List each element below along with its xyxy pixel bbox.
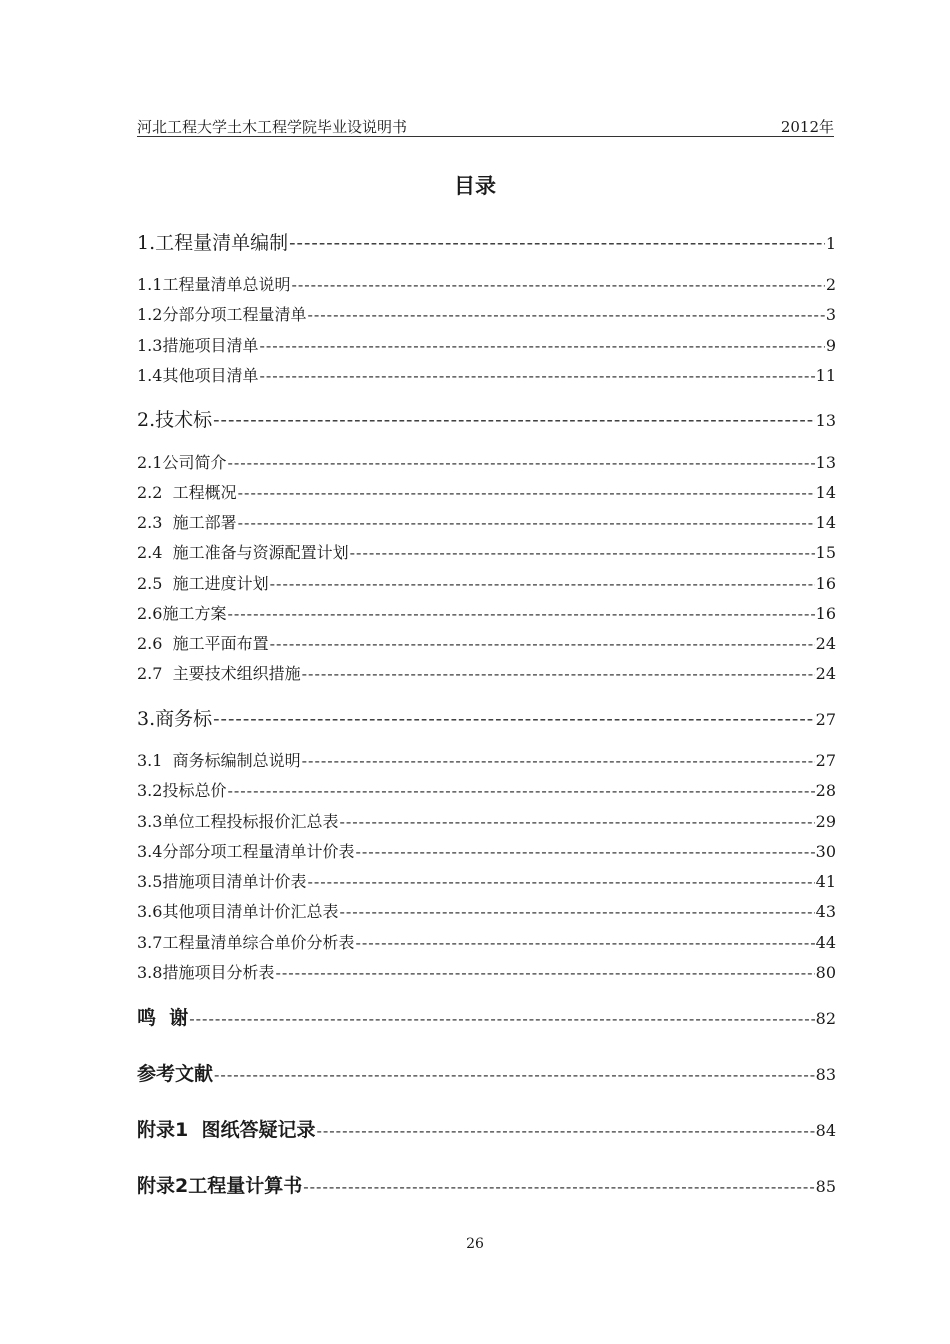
toc-entry-label: 2.5 施工进度计划: [137, 574, 269, 593]
dot-leader: [189, 1009, 814, 1028]
dot-leader: [303, 1177, 814, 1196]
dot-leader: [259, 366, 814, 385]
toc-entry-page: 85: [815, 1177, 836, 1196]
toc-entry-page: 83: [815, 1065, 836, 1084]
dot-leader: [350, 543, 815, 562]
toc-entry-page: 15: [815, 543, 836, 562]
toc-entry[interactable]: [137, 778, 836, 801]
toc-entry-label: 1.4其他项目清单: [137, 366, 259, 385]
toc-entry-page: 2: [825, 275, 836, 294]
header-title: 河北工程大学土木工程学院毕业设说明书: [137, 118, 408, 136]
toc-entry[interactable]: [137, 571, 836, 594]
toc-entry[interactable]: [137, 450, 836, 473]
toc-entry-label: 2.3 施工部署: [137, 513, 237, 532]
toc-entry[interactable]: [137, 601, 836, 624]
toc-entry-page: 27: [815, 710, 836, 729]
dot-leader: [307, 305, 824, 324]
toc-entry[interactable]: [137, 1003, 836, 1030]
toc-entry-page: 27: [815, 751, 836, 770]
toc-entry-page: 14: [815, 483, 836, 502]
toc-entry[interactable]: [137, 631, 836, 654]
toc-entry-label: 1.工程量清单编制: [137, 232, 289, 254]
toc-entry-page: 41: [815, 872, 836, 891]
dot-leader: [307, 872, 814, 891]
dot-leader: [339, 812, 814, 831]
header-year: 2012年: [780, 118, 834, 136]
toc-entry[interactable]: [137, 748, 836, 771]
toc-entry[interactable]: [137, 1115, 836, 1142]
dot-leader: [289, 232, 825, 254]
toc-entry-label: 1.1工程量清单总说明: [137, 275, 291, 294]
toc-entry-page: 24: [815, 664, 836, 683]
toc-entry-label: 3.商务标: [137, 708, 213, 730]
toc-entry-label: 1.3措施项目清单: [137, 336, 259, 355]
toc-entry[interactable]: [137, 480, 836, 503]
dot-leader: [355, 933, 814, 952]
toc-entry-label: 2.6 施工平面布置: [137, 634, 269, 653]
toc-entry-label: 3.5措施项目清单计价表: [137, 872, 307, 891]
toc-entry-label: 3.1 商务标编制总说明: [137, 751, 301, 770]
toc-entry-label: 参考文献: [137, 1063, 214, 1085]
toc-entry[interactable]: [137, 272, 836, 295]
toc-entry[interactable]: [137, 704, 836, 731]
toc-entry-page: 16: [815, 574, 836, 593]
toc-entry-label: 1.2分部分项工程量清单: [137, 305, 307, 324]
toc-entry-page: 14: [815, 513, 836, 532]
toc-title: 目录: [454, 174, 496, 198]
dot-leader: [238, 513, 815, 532]
toc-entry-page: 84: [815, 1121, 836, 1140]
dot-leader: [227, 604, 814, 623]
toc-entry-page: 9: [825, 336, 836, 355]
toc-entry-page: 82: [815, 1009, 836, 1028]
dot-leader: [227, 781, 814, 800]
toc-entry-label: 3.4分部分项工程量清单计价表: [137, 842, 355, 861]
toc-entry[interactable]: [137, 809, 836, 832]
dot-leader: [339, 902, 814, 921]
toc-entry-page: 13: [815, 453, 836, 472]
dot-leader: [270, 634, 815, 653]
toc-entry-label: 3.3单位工程投标报价汇总表: [137, 812, 339, 831]
toc-entry-page: 11: [815, 366, 836, 385]
toc-entry[interactable]: [137, 960, 836, 983]
toc-entry-page: 13: [815, 411, 836, 430]
toc-entry-page: 80: [815, 963, 836, 982]
toc-entry[interactable]: [137, 839, 836, 862]
toc-entry[interactable]: [137, 510, 836, 533]
dot-leader: [316, 1121, 814, 1140]
toc-entry-label: 2.7 主要技术组织措施: [137, 664, 301, 683]
toc-entry-label: 2.2 工程概况: [137, 483, 237, 502]
toc-entry[interactable]: [137, 869, 836, 892]
toc-entry-page: 43: [815, 902, 836, 921]
toc-entry[interactable]: [137, 1059, 836, 1086]
toc-entry[interactable]: [137, 661, 836, 684]
toc-entry[interactable]: [137, 302, 836, 325]
dot-leader: [355, 842, 814, 861]
toc-entry-page: 29: [815, 812, 836, 831]
toc-entry-page: 30: [815, 842, 836, 861]
toc-entry[interactable]: [137, 333, 836, 356]
page-header: [137, 116, 834, 137]
toc-entry-page: 24: [815, 634, 836, 653]
dot-leader: [275, 963, 814, 982]
dot-leader: [302, 664, 815, 683]
toc-entry-page: 16: [815, 604, 836, 623]
toc-entry[interactable]: [137, 1171, 836, 1198]
dot-leader: [227, 453, 814, 472]
page-number: 26: [466, 1236, 484, 1252]
dot-leader: [238, 483, 815, 502]
toc-entry-page: 3: [825, 305, 836, 324]
toc-entry-label: 3.2投标总价: [137, 781, 227, 800]
toc-entry[interactable]: [137, 228, 836, 255]
toc-entry-label: 2.技术标: [137, 409, 213, 431]
toc-entry-label: 2.6施工方案: [137, 604, 227, 623]
toc-entry-label: 3.8措施项目分析表: [137, 963, 275, 982]
toc-entry-label: 2.4 施工准备与资源配置计划: [137, 543, 349, 562]
toc-entry-page: 44: [815, 933, 836, 952]
dot-leader: [270, 574, 815, 593]
toc-entry[interactable]: [137, 363, 836, 386]
toc-entry[interactable]: [137, 930, 836, 953]
toc-entry-label: 3.6其他项目清单计价汇总表: [137, 902, 339, 921]
toc-entry-label: 鸣 谢: [137, 1007, 189, 1029]
toc-entry[interactable]: [137, 899, 836, 922]
dot-leader: [214, 1065, 815, 1084]
dot-leader: [291, 275, 824, 294]
toc-entry[interactable]: [137, 540, 836, 563]
dot-leader: [213, 708, 815, 730]
toc-entry-label: 附录1 图纸答疑记录: [137, 1119, 316, 1141]
toc-entry-label: 附录2工程量计算书: [137, 1175, 303, 1197]
toc-entry-page: 1: [825, 234, 836, 253]
toc-entry-label: 3.7工程量清单综合单价分析表: [137, 933, 355, 952]
toc-entry-page: 28: [815, 781, 836, 800]
toc-entry[interactable]: [137, 405, 836, 432]
toc-entry-label: 2.1公司简介: [137, 453, 227, 472]
dot-leader: [213, 409, 815, 431]
dot-leader: [302, 751, 815, 770]
dot-leader: [259, 336, 824, 355]
